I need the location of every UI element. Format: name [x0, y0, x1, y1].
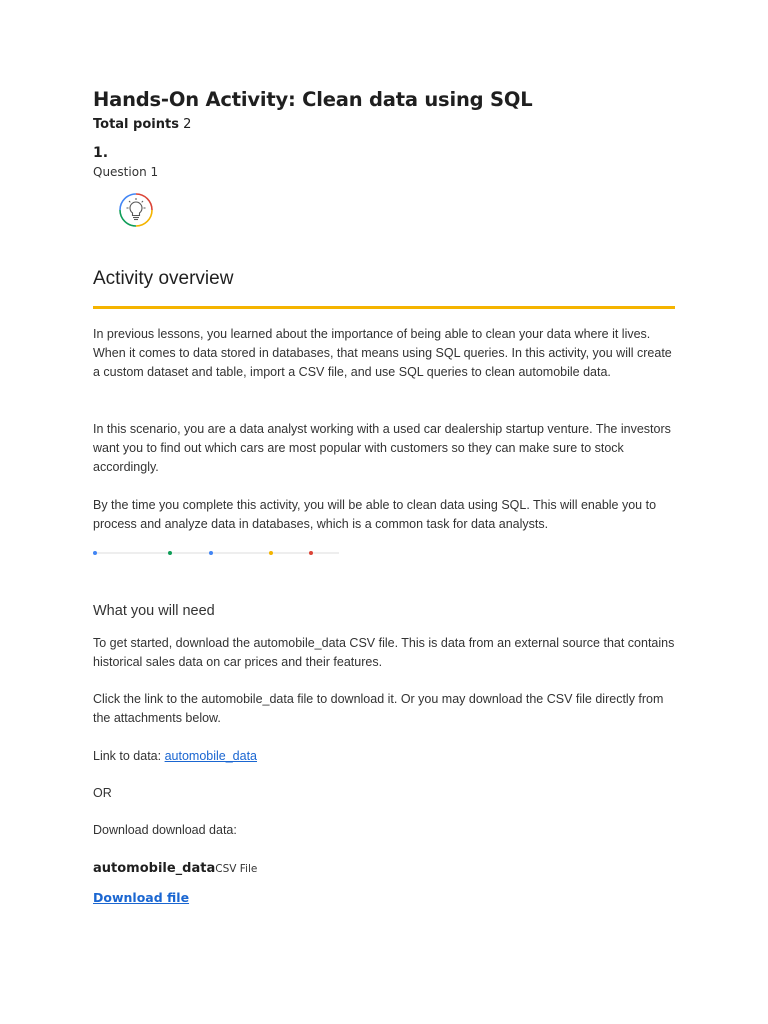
attachment-name: automobile_data	[93, 861, 216, 876]
total-points	[93, 117, 191, 132]
overview-paragraph: In this scenario, you are a data analyst working with a used car dealership startup venture. The investors want you to find out which cars are most popular with customers so they can make sure to stock accordingly.	[93, 422, 671, 474]
section-heading-overview: Activity overview	[93, 268, 234, 289]
overview-paragraph: By the time you complete this activity, you will be able to clean data using SQL. This will enable you to process and analyze data in databases, which is a common task for data analysts.	[93, 498, 657, 531]
question-label: Question 1	[93, 165, 159, 179]
divider-dot	[93, 551, 97, 555]
section-heading-need: What you will need	[93, 603, 215, 619]
need-paragraph: Click the link to the automobile_data file to download it. Or you may download the CSV file directly from the attachments below.	[93, 692, 664, 725]
total-points-label: Total points	[93, 117, 179, 132]
download-file-link[interactable]: Download file	[93, 890, 190, 905]
data-link-line	[93, 747, 675, 766]
overview-paragraph: In previous lessons, you learned about the importance of being able to clean your data where it lives. When it comes to data stored in databases, that means using SQL queries. In this activity, you will create a custom dataset and table, import a CSV file, and use SQL queries to clean automobile data.	[93, 327, 672, 379]
or-text: OR	[93, 786, 112, 800]
download-prompt: Download download data:	[93, 823, 237, 837]
lightbulb-icon	[118, 192, 154, 228]
attachment	[93, 857, 257, 876]
page-title: Hands-On Activity: Clean data using SQL	[93, 88, 533, 111]
divider-dot	[209, 551, 213, 555]
question-number: 1.	[93, 145, 109, 161]
automobile-data-link[interactable]: automobile_data	[164, 749, 258, 763]
need-paragraph: To get started, download the automobile_data CSV file. This is data from an external source that contains historical sales data on car prices and their features.	[93, 636, 675, 669]
attachment-type: CSV File	[215, 863, 258, 875]
divider-dot	[168, 551, 172, 555]
total-points-value: 2	[183, 117, 192, 132]
divider-dot	[269, 551, 273, 555]
divider-dot	[309, 551, 313, 555]
section-divider	[93, 548, 341, 558]
heading-underline	[93, 306, 675, 309]
link-prefix: Link to data:	[93, 749, 165, 763]
